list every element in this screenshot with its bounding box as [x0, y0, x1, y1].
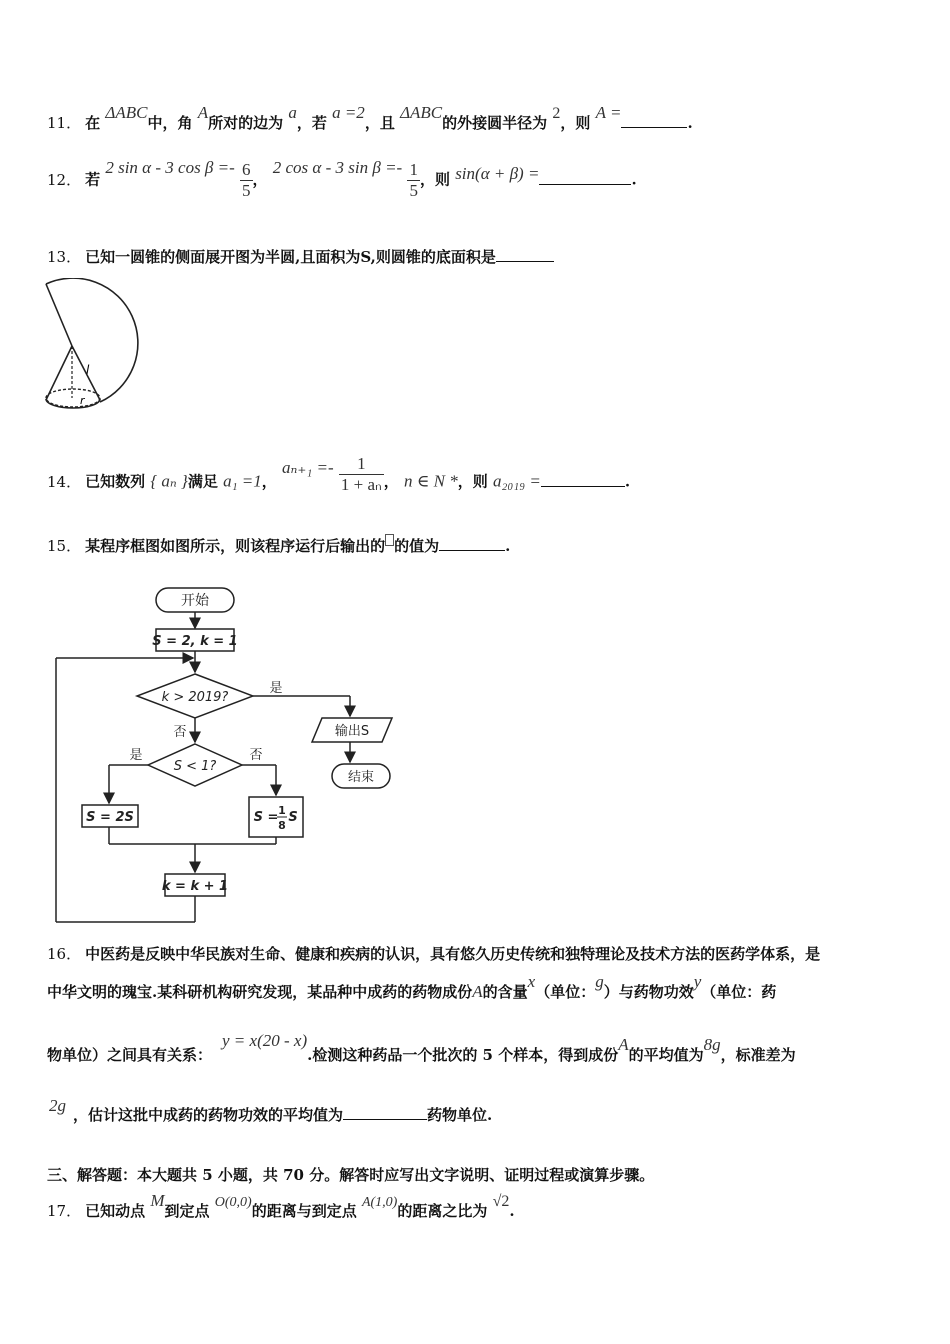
- no2-label: 否: [249, 748, 263, 763]
- question-14: 14． 已知数列 { aₙ }满足 a₁ =1， aₙ₊₁ =- $\frac{1}{\text{1 + aₙ}}$ ， n ∈ N *，则 a₂₀₁₉ = .: [47, 454, 631, 494]
- question-16-line2: 中华文明的瑰宝.某科研机构研究发现，某品种中成药的药物成份A的含量x（单位：g）与药物功效y（单位：药: [47, 972, 777, 1001]
- fraction: $\frac{6}{5}$: [242, 160, 251, 200]
- inc-label: k = k + 1: [161, 879, 229, 894]
- missing-glyph-box: [385, 534, 394, 546]
- cone-slant-left: [46, 346, 72, 400]
- answer-blank[interactable]: [439, 550, 505, 551]
- question-15: 15． 某程序框图如图所示，则该程序运行后输出的 的值为 .: [47, 535, 510, 556]
- question-16-line4: 2g ，估计这批中成药的药物功效的平均值为 药物单位.: [49, 1096, 493, 1124]
- question-number: 16．: [47, 945, 82, 963]
- yes1-label: 是: [269, 681, 283, 696]
- flowchart: [50, 582, 400, 928]
- cone-base: [46, 389, 100, 407]
- right-den: 8: [278, 819, 286, 832]
- right-post: S: [288, 810, 298, 825]
- question-16-line1: 16． 中医药是反映中华民族对生命、健康和疾病的认识，具有悠久历史传统和独特理论及技术方法的医药学体系，是: [47, 945, 821, 963]
- fraction: $\frac{1}{5}$: [409, 160, 418, 200]
- question-number: 17．: [47, 1202, 82, 1220]
- cone-figure: [40, 278, 152, 414]
- question-number: 12．: [47, 170, 82, 189]
- no1-label: 否: [173, 725, 187, 740]
- yes2-label: 是: [129, 748, 143, 763]
- section-3-heading: 三、解答题：本大题共 5 小题，共 70 分。解答时应写出文字说明、证明过程或演算步骤。: [47, 1166, 655, 1184]
- answer-blank[interactable]: [343, 1119, 427, 1120]
- answer-blank[interactable]: [496, 261, 554, 262]
- right-pre: S =: [253, 810, 279, 825]
- unfold-edge: [46, 284, 72, 346]
- fraction: $\frac{1}{\text{1 + aₙ}}$: [340, 454, 382, 494]
- question-16-line3: 物单位）之间具有关系：y = x(20 - x).检测这种药品一个批次的 5 个样本，得到成份A的平均值为8g，标准差为: [47, 1031, 796, 1064]
- question-13: 13． 已知一圆锥的侧面展开图为半圆,且面积为S,则圆锥的底面积是: [47, 246, 554, 267]
- end-label: 结束: [347, 770, 375, 785]
- label-l: l: [86, 363, 90, 377]
- left-label: S = 2S: [86, 810, 134, 825]
- answer-blank[interactable]: [539, 184, 631, 185]
- question-12: 12． 若 2 sin α - 3 cos β =- $\frac{6}{5}$ ， 2 cos α - 3 sin β =- $\frac{1}{5}$ ，则 sin(α + β) = .: [47, 157, 637, 200]
- right-num: 1: [278, 804, 286, 817]
- label-r: r: [80, 394, 85, 407]
- question-number: 13．: [47, 248, 82, 266]
- question-number: 15．: [47, 537, 82, 555]
- question-17: 17． 已知动点 M到定点 O(0,0)的距离与到定点 A(1,0)的距离之比为 √2.: [47, 1191, 515, 1220]
- answer-blank[interactable]: [621, 127, 687, 128]
- question-11: 11． 在 ΔABC中，角 A所对的边为 a，若 a =2，且 ΔABC的外接圆半径为 2，则 A =.: [47, 103, 693, 132]
- cond2-label: S < 1?: [173, 759, 217, 774]
- question-number: 11．: [47, 114, 82, 132]
- cond1-label: k > 2019?: [161, 690, 229, 705]
- init-label: S = 2, k = 1: [152, 634, 238, 649]
- start-label: 开始: [181, 593, 209, 609]
- question-number: 14．: [47, 472, 82, 491]
- answer-blank[interactable]: [541, 486, 625, 487]
- out-label: 输出S: [334, 724, 370, 739]
